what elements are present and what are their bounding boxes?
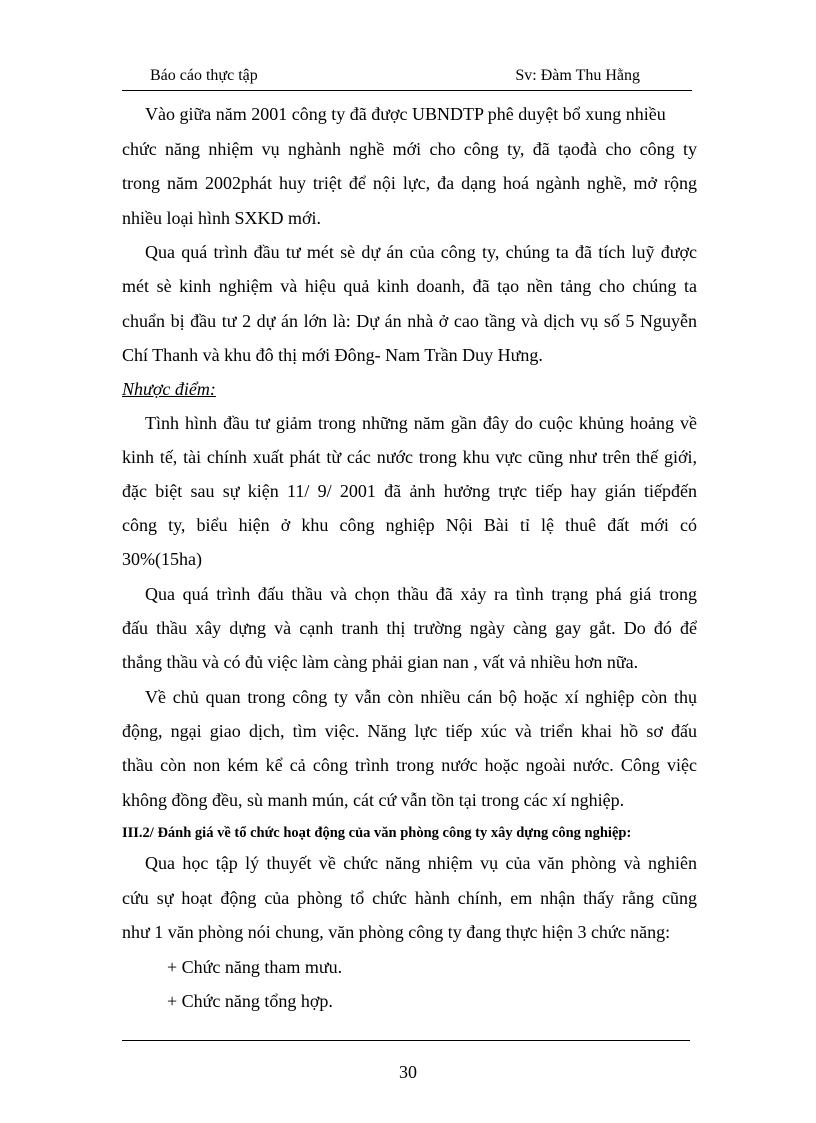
text-line: cứu sự hoạt động của phòng tổ chức hành chính, em nhận thấy rằng cũng — [122, 888, 697, 908]
text-line: thầu còn non kém kể cả công trình trong nước hoặc ngoài nước. Công việc — [122, 755, 697, 775]
text-line: đặc biệt sau sự kiện 11/ 9/ 2001 đã ảnh hưởng trực tiếp hay gián tiếpđến — [122, 481, 697, 501]
text-line: như 1 văn phòng nói chung, văn phòng công ty đang thực hiện 3 chức năng: — [122, 922, 671, 942]
text-line: động, ngại giao dịch, tìm việc. Năng lực tiếp xúc và triển khai hồ sơ đấu — [122, 721, 697, 741]
header-title: Báo cáo thực tập — [150, 67, 258, 84]
text-line: Về chủ quan trong công ty vẫn còn nhiều cán bộ hoặc xí nghiệp còn thụ — [145, 687, 697, 707]
section-heading: III.2/ Đánh giá về tổ chức hoạt động của văn phòng công ty xây dựng công nghiệp: — [122, 825, 632, 841]
list-item: + Chức năng tổng hợp. — [167, 991, 333, 1011]
text-line: Qua học tập lý thuyết về chức năng nhiệm vụ của văn phòng và nghiên — [145, 853, 697, 873]
text-line: Qua quá trình đấu thầu và chọn thầu đã xảy ra tình trạng phá giá trong — [145, 584, 697, 604]
text-line: Tình hình đầu tư giảm trong những năm gần đây do cuộc khủng hoảng về — [145, 413, 697, 433]
text-line: Chí Thanh và khu đô thị mới Đông- Nam Trần Duy Hưng. — [122, 345, 543, 365]
text-line: đấu thầu xây dựng và cạnh tranh thị trường ngày càng gay gắt. Do đó để — [122, 618, 697, 638]
text-line: thắng thầu và có đủ việc làm càng phải gian nan , vất vả nhiều hơn nữa. — [122, 652, 639, 672]
text-line: kinh tế, tài chính xuất phát từ các nước trong khu vực cũng như trên thế giới, — [122, 447, 697, 467]
text-line: 30%(15ha) — [122, 549, 202, 569]
section-label: Nhược điểm: — [122, 379, 216, 399]
text-line: Vào giữa năm 2001 công ty đã được UBNDTP phê duyệt bổ xung nhiều — [145, 104, 666, 124]
text-line: mét sè kinh nghiệm và hiệu quả kinh doanh, đã tạo nền tảng cho chúng ta — [122, 276, 697, 296]
text-line: trong năm 2002phát huy triệt để nội lực, đa dạng hoá ngành nghề, mở rộng — [122, 173, 697, 193]
text-line: chức năng nhiệm vụ nghành nghề mới cho công ty, đã tạođà cho công ty — [122, 139, 697, 159]
header-author: Sv: Đàm Thu Hằng — [515, 67, 640, 84]
list-item: + Chức năng tham mưu. — [167, 957, 343, 977]
text-line: không đồng đều, sù manh mún, cát cứ vẫn tồn tại trong các xí nghiệp. — [122, 790, 625, 810]
text-line: nhiều loại hình SXKD mới. — [122, 208, 322, 228]
text-line: công ty, biểu hiện ở khu công nghiệp Nội Bài tỉ lệ thuê đất mới có — [122, 515, 697, 535]
page-header — [122, 62, 692, 91]
text-line: Qua quá trình đầu tư mét sè dự án của công ty, chúng ta đã tích luỹ được — [145, 242, 697, 262]
footer-rule — [122, 1040, 690, 1041]
page-number: 30 — [399, 1062, 417, 1082]
text-line: chuẩn bị đầu tư 2 dự án lớn là: Dự án nhà ở cao tầng và dịch vụ số 5 Nguyễn — [122, 311, 697, 331]
